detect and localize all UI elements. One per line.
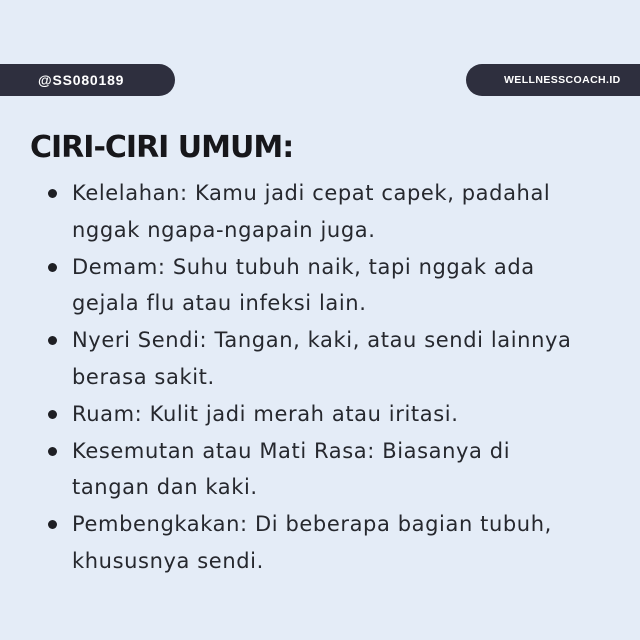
list-item-swelling bbox=[0, 506, 590, 580]
handle-pill bbox=[0, 64, 175, 96]
list-item-numbness bbox=[0, 433, 590, 507]
list-item-joint-pain bbox=[0, 322, 590, 396]
brand-label: WELLNESSCOACH.ID bbox=[504, 74, 621, 86]
list-item-text: Kesemutan atau Mati Rasa: Biasanya di tangan dan kaki. bbox=[72, 438, 511, 500]
list-item-text: Ruam: Kulit jadi merah atau iritasi. bbox=[72, 401, 459, 426]
list-item-text: Demam: Suhu tubuh naik, tapi nggak ada gejala flu atau infeksi lain. bbox=[72, 254, 535, 316]
brand-pill bbox=[466, 64, 640, 96]
list-item-rash bbox=[0, 396, 590, 433]
section-heading: CIRI-CIRI UMUM: bbox=[30, 130, 294, 165]
bullet-icon bbox=[48, 410, 57, 419]
handle-label: @SS080189 bbox=[38, 72, 125, 88]
bullet-icon bbox=[48, 263, 57, 272]
bullet-icon bbox=[48, 189, 57, 198]
list-item-text: Kelelahan: Kamu jadi cepat capek, padahal nggak ngapa-ngapain juga. bbox=[72, 181, 551, 242]
list-item-fever bbox=[0, 249, 590, 323]
bullet-icon bbox=[48, 520, 57, 529]
bullet-icon bbox=[48, 336, 57, 345]
list-item-text: Pembengkakan: Di beberapa bagian tubuh, khususnya sendi. bbox=[72, 512, 552, 573]
bullet-icon bbox=[48, 447, 57, 456]
symptom-list bbox=[0, 175, 640, 580]
list-item-text: Nyeri Sendi: Tangan, kaki, atau sendi lainnya berasa sakit. bbox=[72, 328, 572, 389]
list-item-fatigue bbox=[0, 175, 590, 249]
